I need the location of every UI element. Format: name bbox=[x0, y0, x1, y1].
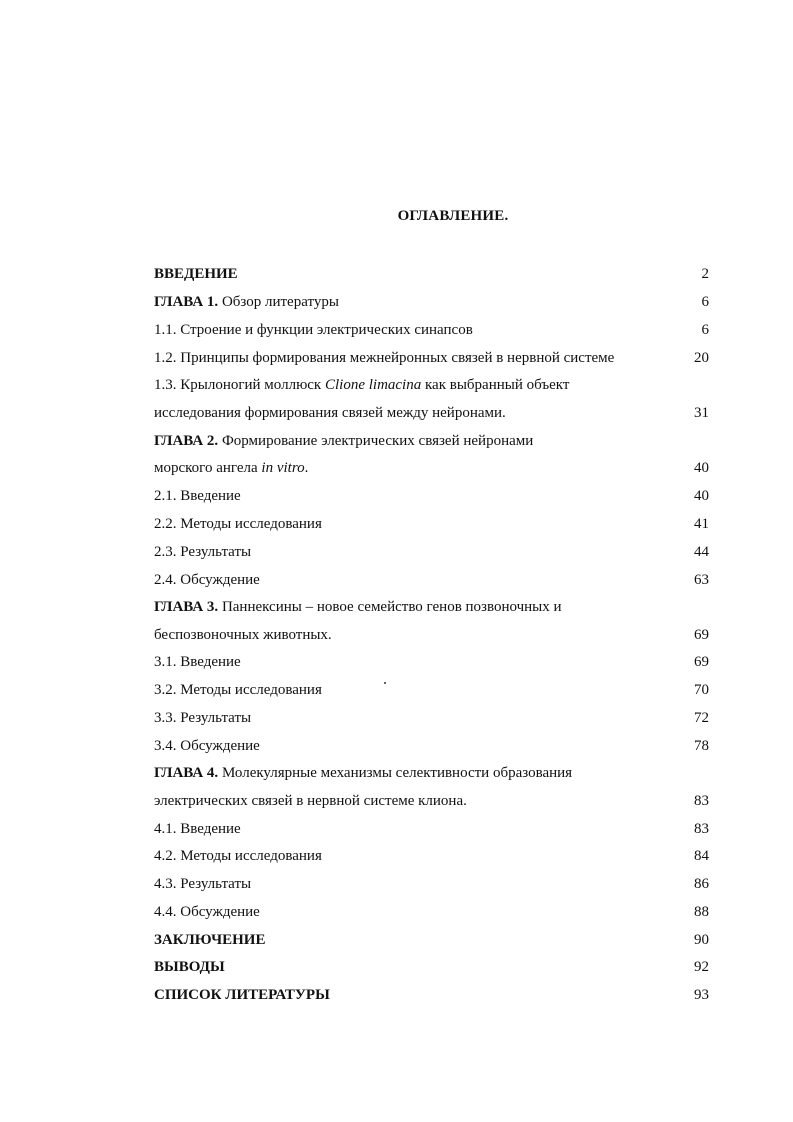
toc-page-number: 6 bbox=[701, 322, 709, 338]
toc-entry-title: 1.3. Крылоногий моллюск Clione limacina как выбранный объект bbox=[154, 377, 570, 393]
toc-entry-section-1-3 bbox=[154, 375, 709, 395]
toc-page-number: 40 bbox=[694, 488, 709, 504]
toc-entry-section-4-4 bbox=[154, 902, 709, 922]
toc-page-number: 90 bbox=[694, 932, 709, 948]
toc-entry-section-2-3 bbox=[154, 542, 709, 562]
toc-entry-title: 3.1. Введение bbox=[154, 654, 241, 670]
toc-entry-section-3-1 bbox=[154, 652, 709, 672]
toc-entry-section-3-4 bbox=[154, 736, 709, 756]
toc-entry-title: 3.2. Методы исследования bbox=[154, 682, 322, 698]
toc-entry-title: 4.3. Результаты bbox=[154, 876, 252, 892]
toc-page-number: 40 bbox=[694, 460, 709, 476]
toc-page-number: 88 bbox=[694, 904, 709, 920]
toc-page-number: 93 bbox=[694, 987, 709, 1003]
toc-entry-section-4-2 bbox=[154, 846, 709, 866]
toc-entry-chapter-2 bbox=[154, 431, 709, 451]
toc-entry-section-2-1 bbox=[154, 486, 709, 506]
scan-speck bbox=[384, 682, 386, 684]
toc-page-number: 41 bbox=[694, 516, 709, 532]
toc-entry-chapter-1 bbox=[154, 292, 709, 312]
toc-entry-section-3-2 bbox=[154, 680, 709, 700]
toc-entry-section-4-1 bbox=[154, 819, 709, 839]
toc-entry-title: морского ангела in vitro. bbox=[154, 460, 309, 476]
toc-entry-chapter-3 bbox=[154, 597, 709, 617]
toc-entry-chapter-4 bbox=[154, 763, 709, 783]
toc-entry-title: 4.4. Обсуждение bbox=[154, 904, 260, 920]
toc-page-number: 20 bbox=[694, 350, 709, 366]
toc-page-number: 44 bbox=[694, 544, 709, 560]
toc-entry-conclusion bbox=[154, 930, 709, 950]
toc-entry-title: ВВЕДЕНИЕ bbox=[154, 266, 238, 282]
toc-page-number: 63 bbox=[694, 572, 709, 588]
toc-page-number: 78 bbox=[694, 738, 709, 754]
toc-page-number: 70 bbox=[694, 682, 709, 698]
toc-entry-title: ГЛАВА 4. Молекулярные механизмы селективности образования bbox=[154, 765, 573, 781]
toc-page-number: 31 bbox=[694, 405, 709, 421]
toc-page-number: 2 bbox=[701, 266, 709, 282]
toc-entry-references bbox=[154, 985, 709, 1005]
toc-entry-title: 3.4. Обсуждение bbox=[154, 738, 260, 754]
toc-entry-section-2-2 bbox=[154, 514, 709, 534]
toc-page-number: 69 bbox=[694, 654, 709, 670]
toc-entry-title: 4.1. Введение bbox=[154, 821, 241, 837]
toc-page-number: 84 bbox=[694, 848, 709, 864]
toc-page-number: 83 bbox=[694, 821, 709, 837]
toc-entry-title: электрических связей в нервной системе клиона. bbox=[154, 793, 467, 809]
toc-entry-title: ЗАКЛЮЧЕНИЕ bbox=[154, 932, 266, 948]
toc-entry-title: 3.3. Результаты bbox=[154, 710, 252, 726]
toc-page-number: 69 bbox=[694, 627, 709, 643]
toc-entry-title: беспозвоночных животных. bbox=[154, 627, 332, 643]
toc-entry-section-3-3 bbox=[154, 708, 709, 728]
toc-entry-title: 2.1. Введение bbox=[154, 488, 241, 504]
toc-page-number: 6 bbox=[701, 294, 709, 310]
toc-entry-section-1-2 bbox=[154, 348, 709, 368]
toc-entry-section-4-3 bbox=[154, 874, 709, 894]
toc-entry-title: 2.3. Результаты bbox=[154, 544, 252, 560]
toc-page-number: 92 bbox=[694, 959, 709, 975]
toc-entry-title: 1.2. Принципы формирования межнейронных связей в нервной системе bbox=[154, 350, 615, 366]
toc-entry-chapter-4-cont bbox=[154, 791, 709, 811]
toc-entry-title: 1.1. Строение и функции электрических синапсов bbox=[154, 322, 473, 338]
toc-entry-chapter-2-cont bbox=[154, 458, 709, 478]
toc-entry-section-1-3-cont bbox=[154, 403, 709, 423]
toc-entry-title: 4.2. Методы исследования bbox=[154, 848, 322, 864]
toc-page-number: 83 bbox=[694, 793, 709, 809]
toc-entry-chapter-3-cont bbox=[154, 625, 709, 645]
toc-page-number: 86 bbox=[694, 876, 709, 892]
toc-entry-title: ГЛАВА 1. Обзор литературы bbox=[154, 294, 339, 310]
toc-page-number: 72 bbox=[694, 710, 709, 726]
toc-entry-title: 2.4. Обсуждение bbox=[154, 572, 260, 588]
toc-entry-title: ГЛАВА 3. Паннексины – новое семейство генов позвоночных и bbox=[154, 599, 562, 615]
toc-entry-title: СПИСОК ЛИТЕРАТУРЫ bbox=[154, 987, 330, 1003]
toc-entry-title: 2.2. Методы исследования bbox=[154, 516, 322, 532]
toc-entry-section-1-1 bbox=[154, 320, 709, 340]
toc-entry-findings bbox=[154, 957, 709, 977]
toc-entry-title: ГЛАВА 2. Формирование электрических связей нейронами bbox=[154, 433, 534, 449]
toc-entry-section-2-4 bbox=[154, 570, 709, 590]
toc-entry-title: исследования формирования связей между нейронами. bbox=[154, 405, 506, 421]
toc-entry-title: ВЫВОДЫ bbox=[154, 959, 225, 975]
toc-entry-intro bbox=[154, 264, 709, 284]
page-title: ОГЛАВЛЕНИЕ. bbox=[397, 208, 509, 224]
